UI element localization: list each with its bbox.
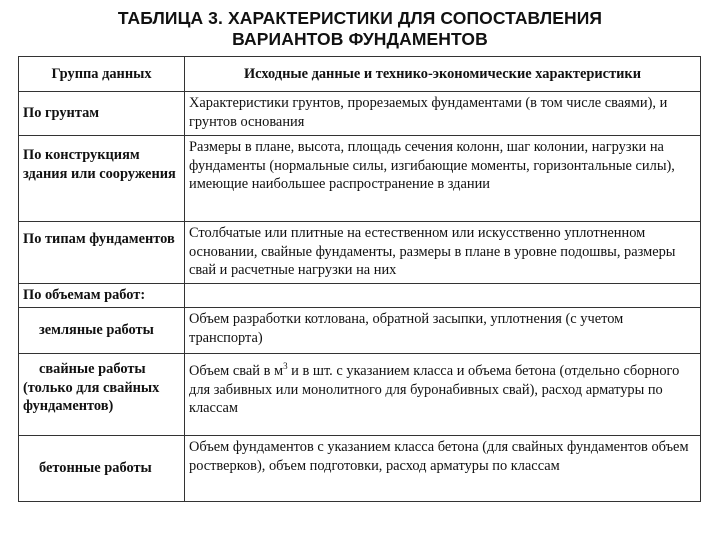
row-group: По грунтам bbox=[19, 92, 185, 136]
row-details: Объем фундаментов с указанием класса бетона (для свайных фундаментов объем ростверков), объем подготовки, расход арматуры по классам bbox=[185, 436, 701, 502]
header-group: Группа данных bbox=[19, 57, 185, 92]
row-details: Размеры в плане, высота, площадь сечения колонн, шаг колонии, нагрузки на фундаменты (нормальные силы, изгибающие моменты, горизонтальные силы), имеющие наибольшее распространение в здании bbox=[185, 136, 701, 222]
page-title bbox=[0, 8, 720, 50]
table-row bbox=[19, 92, 701, 136]
row-details: Столбчатые или плитные на естественном или искусственно уплотненном основании, свайные фундаменты, размеры в плане в уровне подошвы, размеры свай и расчетные нагрузки на них bbox=[185, 222, 701, 284]
table-row bbox=[19, 284, 701, 308]
row-group bbox=[19, 436, 185, 502]
row-group-label: свайные работы bbox=[39, 361, 146, 377]
title-line-1: ТАБЛИЦА 3. ХАРАКТЕРИСТИКИ ДЛЯ СОПОСТАВЛЕНИЯ bbox=[117, 8, 603, 28]
header-details: Исходные данные и технико-экономические характеристики bbox=[185, 57, 701, 92]
row-details-sup: 3 bbox=[283, 361, 288, 372]
row-details-pre: Объем свай в м bbox=[189, 363, 284, 379]
foundation-comparison-table bbox=[18, 56, 701, 502]
row-group-label: бетонные работы bbox=[39, 460, 152, 477]
table-header-row bbox=[19, 57, 701, 92]
row-group bbox=[19, 354, 185, 436]
row-group: По конструкциям здания или сооружения bbox=[19, 136, 185, 222]
table-row bbox=[19, 354, 701, 436]
table-row bbox=[19, 308, 701, 354]
row-details-post: и в шт. с указанием класса и объема бетона (отдельно сборного для забивных или монолитного для буронабивных свай), расход арматуры по классам bbox=[189, 363, 680, 416]
title-line-2: ВАРИАНТОВ ФУНДАМЕНТОВ bbox=[232, 29, 488, 49]
row-group bbox=[19, 308, 185, 354]
row-group-label: земляные работы bbox=[39, 322, 154, 339]
row-details bbox=[185, 354, 701, 436]
row-group: По объемам работ: bbox=[19, 284, 185, 308]
row-details: Характеристики грунтов, прорезаемых фундаментами (в том числе сваями), и грунтов основания bbox=[185, 92, 701, 136]
table-row bbox=[19, 136, 701, 222]
table-row bbox=[19, 436, 701, 502]
row-details: Объем разработки котлована, обратной засыпки, уплотнения (с учетом транспорта) bbox=[185, 308, 701, 354]
row-details bbox=[185, 284, 701, 308]
table-row bbox=[19, 222, 701, 284]
row-group: По типам фундаментов bbox=[19, 222, 185, 284]
row-group-note: (только для свайных фундаментов) bbox=[23, 379, 160, 414]
